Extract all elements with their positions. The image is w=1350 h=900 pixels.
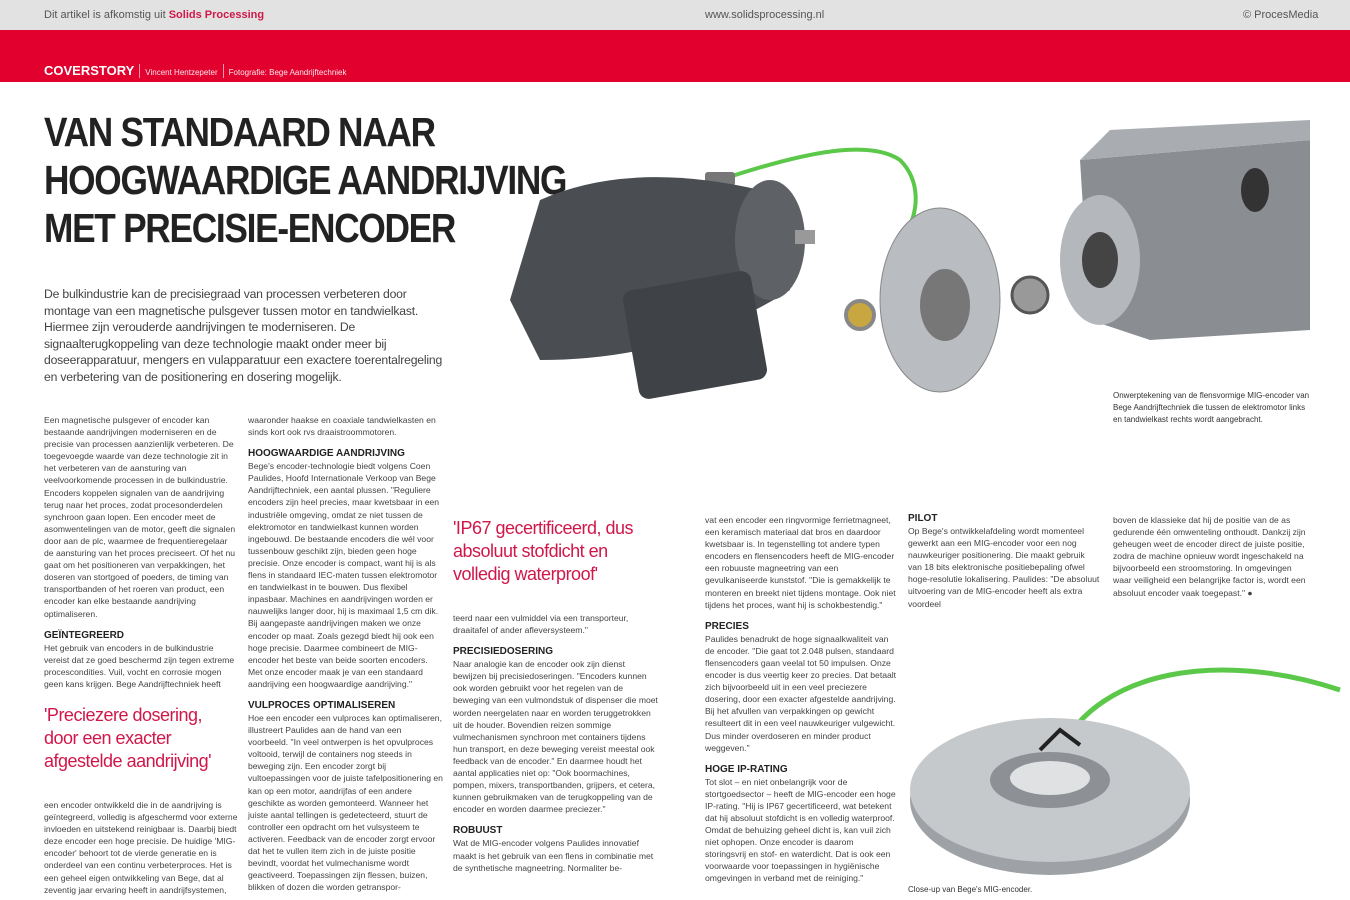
subheading: HOOGWAARDIGE AANDRIJVING bbox=[248, 448, 405, 460]
gearbox bbox=[1060, 120, 1310, 340]
motor bbox=[510, 177, 815, 400]
caption-exploded: Onwerptekening van de flensvormige MIG-encoder van Bege Aandrijftechniek die tussen de elektromotor links en tandwielkast rechts wordt aangebracht. bbox=[1113, 391, 1310, 424]
column-4 bbox=[705, 514, 897, 885]
column-2 bbox=[248, 414, 443, 893]
paragraph: Tot slot – en niet onbelangrijk voor de stortgoedsector – heeft de MIG-encoder een hoge IP-rating. "Hij is IP67 gecertificeerd, wat betekent dat hij absoluut stofdicht is en volledig waterproof. Omdat de behuizing geheel dicht is, kan vuil zich niet ophopen. Onze encoder is daarom storingsvrij en stof- en waterdicht. Dat is ook een voorwaarde voor toepassingen in hygiënische omgevingen in verband met de reiniging." bbox=[705, 776, 896, 884]
source-line bbox=[44, 9, 264, 21]
pull-quote: 'Preciezere dosering, door een exacter afgestelde aandrijving' bbox=[44, 705, 212, 771]
copyright: © ProcesMedia bbox=[1243, 9, 1319, 21]
closeup-encoder-image bbox=[900, 610, 1350, 890]
subheading: PRECIES bbox=[705, 620, 749, 632]
paragraph: teerd naar een vulmiddel via een transporteur, draaitafel of ander afleversysteem." bbox=[453, 613, 629, 636]
paragraph: Bege's encoder-technologie biedt volgens Coen Paulides, Hoofd Internationale Verkoop van Bege Aandrijftechniek, een aantal plussen. "Reguliere encoders zijn heel precies, maar kwetsbaar in een industriële omgeving, omdat ze niet tussen de elektromotor en tandwielkast kunnen worden ingebouwd. De bestaande encoders die wél voor tussenbouw geschikt zijn, bieden geen hoge precisie. Onze encoder is compact, want hij is als flens in standaard IEC-maten tussen elektromotor en tandwielkast in te bouwen. Dus flexibel inpasbaar. Machines en aandrijvingen worden er nauwelijks langer door, hij is maximaal 1,5 cm dik. Bij aangepaste aandrijvingen maken we onze encoder op maat. Zoals gezegd biedt hij ook een hoge precisie. Daarmee combineert de MIG-encoder het beste van beide soorten encoders. Met onze encoder maak je van een standaard aandrijving een hoogwaardige aandrijving." bbox=[248, 461, 440, 689]
source-name: Solids Processing bbox=[168, 9, 265, 21]
paragraph: Naar analogie kan de encoder ook zijn dienst bewijzen bij precisiedoseringen. "Encoders kunnen ook worden gebruikt voor het regelen van de beweging van een vulmondstuk of dispenser die moet worden neergelaten naar en worden teruggetrokken uit de houder. Bovendien reizen sommige vulmechanismen synchroon met containers tijdens hun transport, en deze beweging vereist meestal ook feedback van de encoder." En daarmee houdt het aantal applicaties niet op: "Ook boormachines, pompen, mixers, transportbanden, grijpers, et cetera, kunnen gebruikmaken van de terugkoppeling van de encoder en worden daarmee preciezer." bbox=[453, 659, 658, 815]
paragraph: een encoder ontwikkeld die in de aandrijving is geïntegreerd, volledig is afgeschermd voor externe invloeden en uitstekend reinigbaar is. Daarbij biedt deze encoder een hoge precisie. De huidige 'MIG-encoder' behoort tot de vierde generatie en is onderdeel van een continu verbeterproces. Het is een geheel eigen ontwikkeling van Bege, dat al zeventig jaar ervaring heeft in aandrijfsystemen, bbox=[44, 800, 238, 895]
caption-closeup: Close-up van Bege's MIG-encoder. bbox=[908, 885, 1033, 894]
subheading: VULPROCES OPTIMALISEREN bbox=[248, 699, 396, 711]
headline-line: MET PRECISIE-ENCODER bbox=[44, 205, 456, 251]
paragraph: Hoe een encoder een vulproces kan optimaliseren, illustreert Paulides aan de hand van een voorbeeld. "In veel ontwerpen is het opvulproces voltooid, terwijl de containers nog steeds in beweging zijn. Een encoder zorgt bij vultoepassingen voor de juiste tafelpositionering en kan op een motor, aandrijfas of een andere geschikte as worden gemonteerd. Wanneer het juiste aantal tellingen is gedetecteerd, stuurt de controller een opdracht om het vulsysteem te activeren. Feedback van de encoder zorgt ervoor dat het te vullen item zich in de juiste positie bevindt, voordat het vulmechanisme wordt geactiveerd. Toepassingen zijn flessen, buizen, blikken of dozen die worden getranspor- bbox=[248, 712, 443, 893]
coupling bbox=[1012, 277, 1048, 313]
paragraph: vat een encoder een ringvormige ferrietmagneet, een keramisch materiaal dat bros en daardoor kwetsbaar is. In tegenstelling tot andere typen encoders en flensencoders heeft de MIG-encoder een robuuste magneetring van een gevulkaniseerde kunststof. "Die is gemakkelijk te monteren en breekt niet tijdens montage. Ook niet tijdens het proces, want hij is schokbestendig." bbox=[705, 515, 896, 610]
exploded-view-image bbox=[450, 100, 1330, 400]
subheading: PILOT bbox=[908, 513, 938, 524]
author: Vincent Hentzepeter bbox=[145, 68, 218, 77]
section-label: COVERSTORY bbox=[44, 63, 135, 78]
headline-line: HOOGWAARDIGE AANDRIJVING bbox=[44, 157, 567, 203]
paragraph: Wat de MIG-encoder volgens Paulides innovatief maakt is het gebruik van een flens in combinatie met de synthetische magneetring. Normaliter be- bbox=[453, 838, 654, 873]
column-1b bbox=[44, 799, 239, 896]
subheading: GEÏNTEGREERD bbox=[44, 629, 125, 641]
encoder-flange bbox=[880, 208, 1000, 392]
paragraph: Het gebruik van encoders in de bulkindustrie vereist dat ze goed beschermd zijn tegen extreme procescondities. Vuil, vocht en corrosie mogen geen kans krijgen. Bege Aandrijftechniek heeft bbox=[44, 642, 235, 689]
photo-credit: Fotografie: Bege Aandrijftechniek bbox=[228, 68, 347, 77]
magnet-ring bbox=[846, 301, 874, 329]
source-prefix: Dit artikel is afkomstig uit bbox=[44, 9, 166, 21]
intro-paragraph: De bulkindustrie kan de precisiegraad van processen verbeteren door montage van een magnetische pulsgever tussen motor en tandwielkast. Hiermee zijn verouderde aandrijvingen te moderniseren. De signaalterugkoppeling van deze technologie maakt onder meer bij doseerapparatuur, mengers en vulapparatuur een exactere toerentalregeling en verbetering van de positionering en dosering mogelijk. bbox=[44, 287, 443, 384]
top-bar bbox=[0, 0, 1350, 30]
paragraph: boven de klassieke dat hij de positie van de as gedurende één omwenteling onthoudt. Dankzij zijn geheugen weet de encoder direct de juiste positie, zodra de machine opnieuw wordt ingeschakeld na bijvoorbeeld een stroomstoring. In omgevingen waar veiligheid een belangrijke factor is, wordt een absoluut encoder vaak toegepast." ● bbox=[1113, 515, 1306, 598]
column-1 bbox=[44, 414, 236, 690]
paragraph: Paulides benadrukt de hoge signaalkwaliteit van de encoder. "Die gaat tot 2.048 pulsen, standaard flensencoders gaan veelal tot 50 impulsen. Onze encoder is dus veertig keer zo precies. Dat betaalt zich bijvoorbeeld uit in een veel preciezere dosering, door een exacter afgestelde aandrijving. Bij het afvullen van verpakkingen op gewicht resulteert dit in een veel nauwkeuriger vulgewicht. Dus minder overdoseren en minder product weggeven." bbox=[705, 633, 897, 753]
kicker bbox=[44, 63, 347, 78]
subheading: HOGE IP-RATING bbox=[705, 763, 788, 775]
column-3 bbox=[453, 612, 658, 874]
subheading: PRECISIEDOSERING bbox=[453, 646, 554, 658]
paragraph: Een magnetische pulsgever of encoder kan bestaande aandrijvingen moderniseren en de precisie van processen aanzienlijk verbeteren. De toegevoegde waarde van deze technologie zit in het verbeteren van de aansturing van veelvoorkomende processen in de bulkindustrie. Encoders koppelen signalen van de aandrijving terug naar het proces, zodat procesonderdelen synchroon gaan lopen. Een encoder meet de asomwentelingen van de motor, geeft die signalen door aan de plc, waarmee de frequentieregelaar de aansturing van het proces preciseert. Of het nu gaat om het positioneren van verpakkingen, het doseren van stortgoed of poeders, de timing van transportbanden of het roeren van product, een encoder kan elke bestaande aandrijving optimaliseren. bbox=[44, 415, 236, 619]
column-6 bbox=[1113, 514, 1310, 599]
paragraph: waaronder haakse en coaxiale tandwielkasten en sinds kort ook rvs draaistroommotoren. bbox=[248, 415, 436, 438]
column-5 bbox=[908, 503, 1100, 610]
url[interactable]: www.solidsprocessing.nl bbox=[705, 9, 825, 21]
pull-quote: 'IP67 gecertificeerd, dus absoluut stofdicht en volledig waterproof' bbox=[453, 518, 634, 584]
paragraph: Op Bege's ontwikkelafdeling wordt momenteel gewerkt aan een MIG-encoder voor een nog nauwkeuriger positionering. Die maakt gebruik van 18 bits elektronische positiebepaling ofwel hoge-resolutie lokalisering. Paulides: "De absoluut uitvoering van de MIG-encoder heeft als extra voordeel bbox=[908, 526, 1100, 609]
subheading: ROBUUST bbox=[453, 825, 503, 837]
headline-line: VAN STANDAARD NAAR bbox=[44, 109, 435, 155]
